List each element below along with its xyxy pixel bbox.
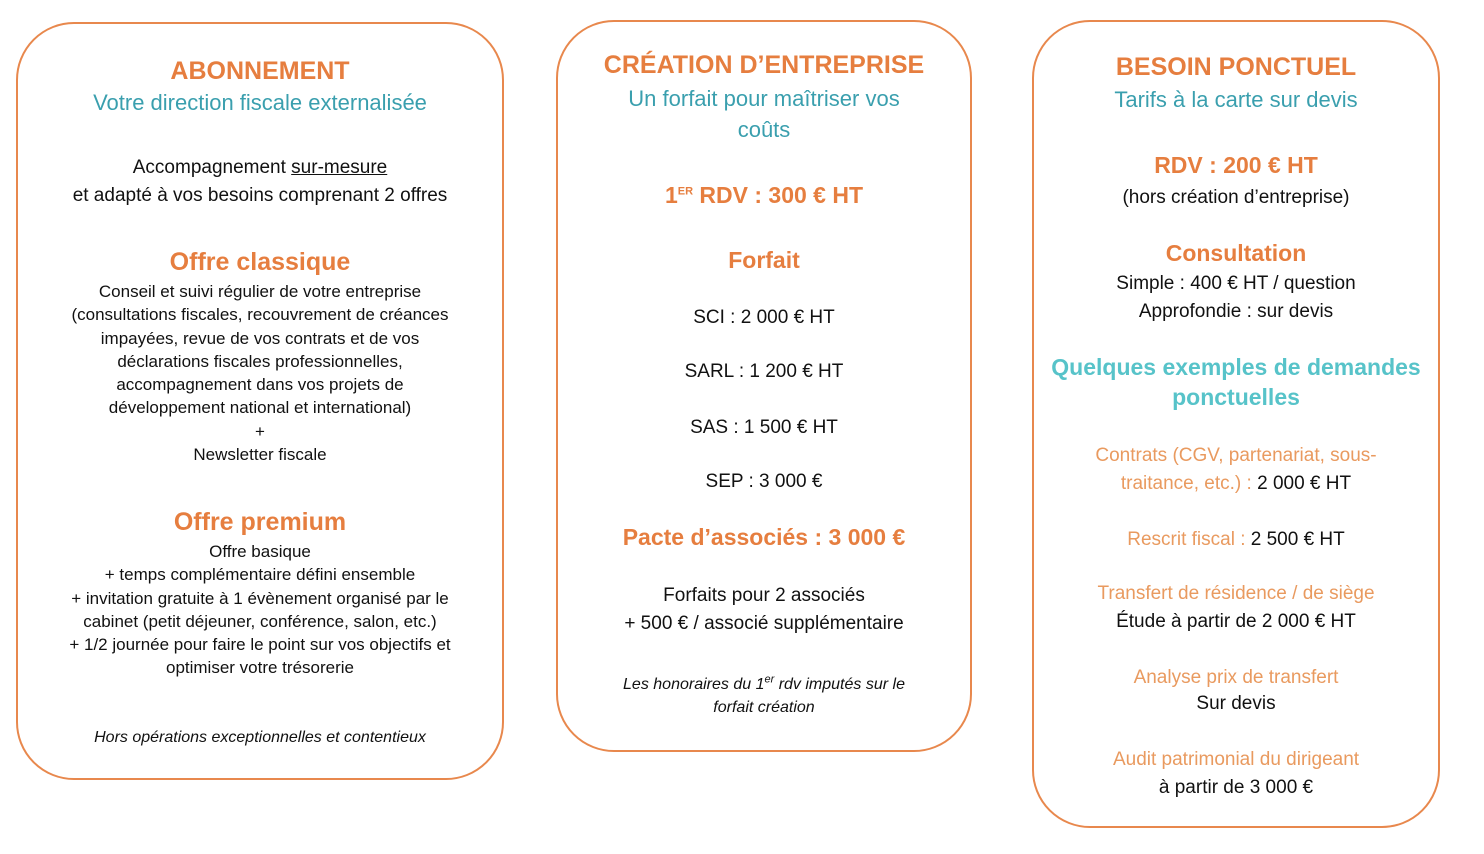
analyse-value: Sur devis <box>1196 693 1276 714</box>
creation-note-line1 <box>558 673 970 694</box>
abonnement-footnote: Hors opérations exceptionnelles et contentieux <box>94 729 426 746</box>
examples-title-line1: Quelques exemples de demandes <box>1051 354 1421 380</box>
note-text: Les honoraires du 1 <box>623 676 765 693</box>
creation-subtitle-line2: coûts <box>737 117 791 142</box>
ponctuel-rdv-note: (hors création d’entreprise) <box>1122 187 1350 208</box>
ponctuel-title: BESOIN PONCTUEL <box>1115 53 1357 81</box>
transfert-title: Transfert de résidence / de siège <box>1097 583 1375 604</box>
intro-underlined: sur-mesure <box>291 157 388 178</box>
abonnement-intro <box>18 154 502 182</box>
creation-note-line2: forfait création <box>713 699 815 716</box>
audit-title: Audit patrimonial du dirigeant <box>1112 749 1360 770</box>
rdv-superscript: ER <box>677 185 694 198</box>
premium-line: cabinet (petit déjeuner, conférence, salon, etc.) <box>83 611 437 631</box>
consultation-simple: Simple : 400 € HT / question <box>1116 273 1356 294</box>
ponctuel-subtitle: Tarifs à la carte sur devis <box>1114 87 1358 112</box>
premium-line: optimiser votre trésorerie <box>165 658 354 678</box>
rescrit-price: 2 500 € HT <box>1250 529 1345 550</box>
ponctuel-card <box>1032 20 1440 828</box>
offre-classique-title: Offre classique <box>169 248 351 276</box>
note-superscript: er <box>764 673 775 686</box>
price-sarl: SARL : 1 200 € HT <box>684 361 844 382</box>
forfaits-associes-line1: Forfaits pour 2 associés <box>663 585 865 606</box>
intro-text: Accompagnement <box>132 157 292 178</box>
classique-line: impayées, revue de vos contrats et de vos <box>100 328 420 348</box>
classique-line: accompagnement dans vos projets de <box>116 375 404 395</box>
pacte-associes: Pacte d’associés : 3 000 € <box>622 524 906 550</box>
classique-line: développement national et international) <box>108 398 412 418</box>
offre-premium-title: Offre premium <box>173 508 347 536</box>
offre-premium-description <box>18 540 502 680</box>
classique-line: Newsletter fiscale <box>193 445 327 465</box>
offre-classique-description <box>18 280 502 466</box>
creation-card <box>556 20 972 752</box>
classique-line: déclarations fiscales professionnelles, <box>117 351 403 371</box>
rdv-label: RDV : 300 € HT <box>693 182 864 208</box>
premium-line: + invitation gratuite à 1 évènement organisé par le <box>71 588 449 608</box>
price-sas: SAS : 1 500 € HT <box>690 417 838 438</box>
abonnement-intro-line2: et adapté à vos besoins comprenant 2 offres <box>72 185 448 206</box>
premium-line: Offre basique <box>209 542 311 561</box>
analyse-title: Analyse prix de transfert <box>1133 667 1339 688</box>
contrats-line1: Contrats (CGV, partenariat, sous- <box>1095 445 1377 466</box>
examples-title-line2: ponctuelles <box>1172 384 1300 410</box>
contrats-price: 2 000 € HT <box>1257 473 1352 494</box>
consultation-approfondie: Approfondie : sur devis <box>1138 301 1334 322</box>
classique-line: Conseil et suivi régulier de votre entreprise <box>98 282 422 301</box>
transfert-value: Étude à partir de 2 000 € HT <box>1116 611 1356 632</box>
ponctuel-rdv-price: RDV : 200 € HT <box>1154 152 1318 178</box>
rescrit-label: Rescrit fiscal : <box>1127 529 1251 550</box>
premium-line: + temps complémentaire défini ensemble <box>104 565 416 585</box>
creation-subtitle-line1: Un forfait pour maîtriser vos <box>628 86 900 111</box>
price-sep: SEP : 3 000 € <box>705 471 823 492</box>
first-rdv-price <box>558 182 970 209</box>
forfaits-associes-line2: + 500 € / associé supplémentaire <box>624 613 904 634</box>
contrats-label: traitance, etc.) : <box>1120 473 1258 494</box>
note-text-end: rdv imputés sur le <box>774 676 905 693</box>
rdv-number: 1 <box>664 182 678 208</box>
audit-value: à partir de 3 000 € <box>1158 777 1314 798</box>
contrats-line2 <box>1034 470 1438 498</box>
premium-line: + 1/2 journée pour faire le point sur vos objectifs et <box>69 635 451 655</box>
creation-title: CRÉATION D’ENTREPRISE <box>603 51 925 79</box>
rescrit-fiscal <box>1034 526 1438 554</box>
classique-line: (consultations fiscales, recouvrement de créances <box>71 305 449 325</box>
classique-line: + <box>255 421 265 441</box>
price-sci: SCI : 2 000 € HT <box>693 307 835 328</box>
abonnement-card <box>16 22 504 780</box>
forfait-title: Forfait <box>728 247 800 273</box>
abonnement-title: ABONNEMENT <box>170 57 350 85</box>
abonnement-subtitle: Votre direction fiscale externalisée <box>93 90 427 115</box>
consultation-title: Consultation <box>1165 240 1307 266</box>
